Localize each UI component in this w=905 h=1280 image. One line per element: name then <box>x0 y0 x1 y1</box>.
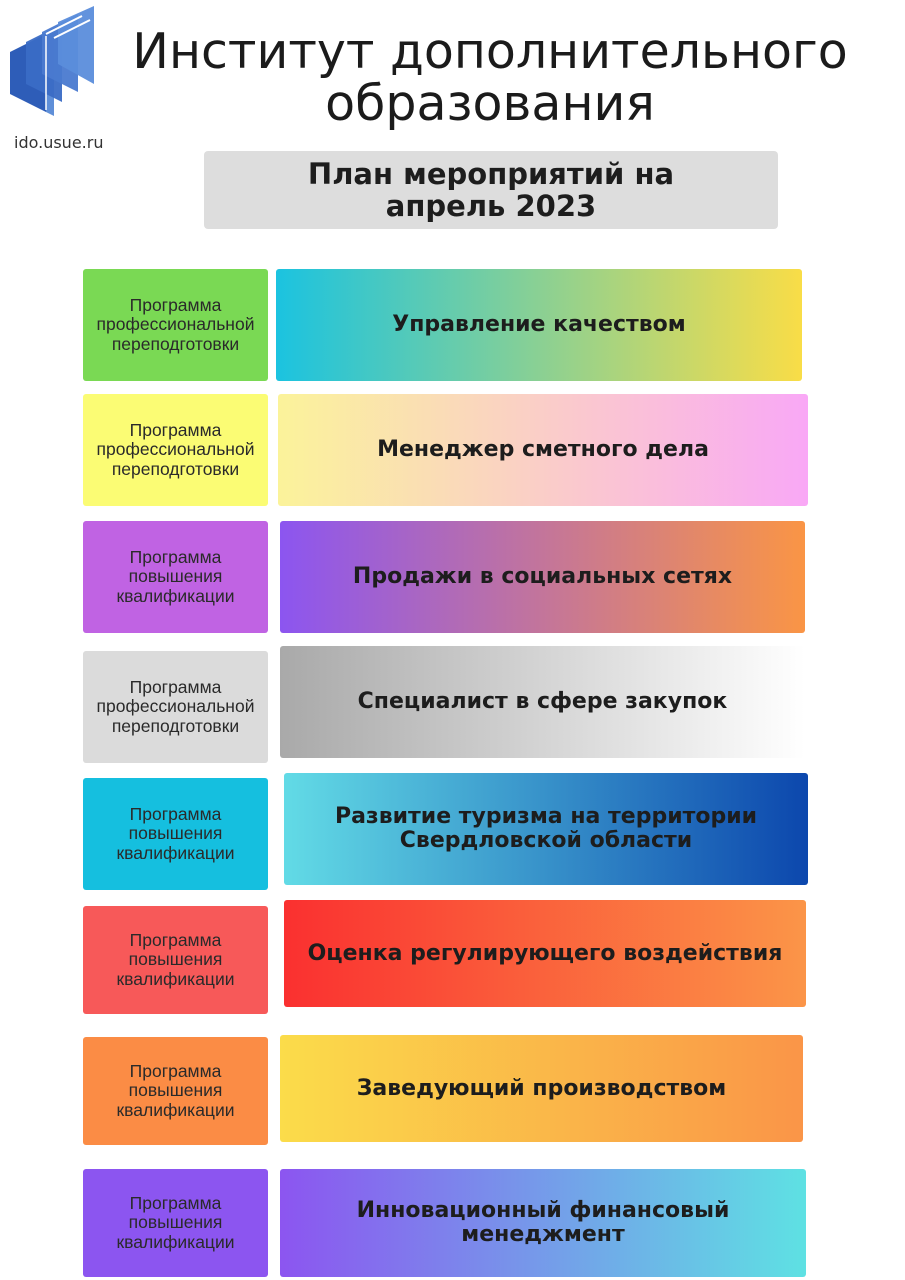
program-type-label: Программа профессиональной переподготовки <box>96 419 255 479</box>
program-title-card <box>280 521 805 633</box>
program-title-card <box>280 646 805 758</box>
program-title-card <box>284 773 808 885</box>
program-title-card <box>284 900 806 1007</box>
program-type-label: Программа повышения квалификации <box>116 803 235 863</box>
plan-title: План мероприятий на апрель 2023 <box>307 157 675 223</box>
plan-title-box <box>204 151 778 229</box>
program-title: Заведующий производством <box>356 1075 727 1101</box>
program-title: Инновационный финансовый менеджмент <box>356 1198 730 1247</box>
program-type-label: Программа повышения квалификации <box>116 1060 235 1120</box>
program-title: Продажи в социальных сетях <box>352 564 733 589</box>
program-type-badge <box>83 778 268 890</box>
program-type-label: Программа профессиональной переподготовки <box>96 294 255 354</box>
program-type-badge <box>83 1037 268 1145</box>
program-type-label: Программа повышения квалификации <box>116 1192 235 1252</box>
program-title: Менеджер сметного дела <box>377 437 709 462</box>
program-title-card <box>280 1035 803 1142</box>
program-type-badge <box>83 651 268 763</box>
program-title: Управление качеством <box>392 312 686 337</box>
program-type-badge <box>83 1169 268 1277</box>
program-title: Развитие туризма на территории Свердловской области <box>334 804 758 853</box>
program-title: Специалист в сфере закупок <box>357 689 728 714</box>
program-title-card <box>276 269 802 381</box>
program-type-badge <box>83 269 268 381</box>
program-title-card <box>280 1169 806 1277</box>
program-type-badge <box>83 394 268 506</box>
program-type-label: Программа повышения квалификации <box>116 546 235 606</box>
logo-caption: ido.usue.ru <box>14 133 104 152</box>
program-type-label: Программа повышения квалификации <box>116 929 235 989</box>
program-type-label: Программа профессиональной переподготовки <box>96 676 255 736</box>
program-title-card <box>278 394 808 506</box>
program-type-badge <box>83 906 268 1014</box>
program-type-badge <box>83 521 268 633</box>
program-title: Оценка регулирующего воздействия <box>307 940 783 966</box>
books-logo-icon <box>6 6 96 118</box>
institute-title: Институт дополнительного образования <box>132 23 848 132</box>
